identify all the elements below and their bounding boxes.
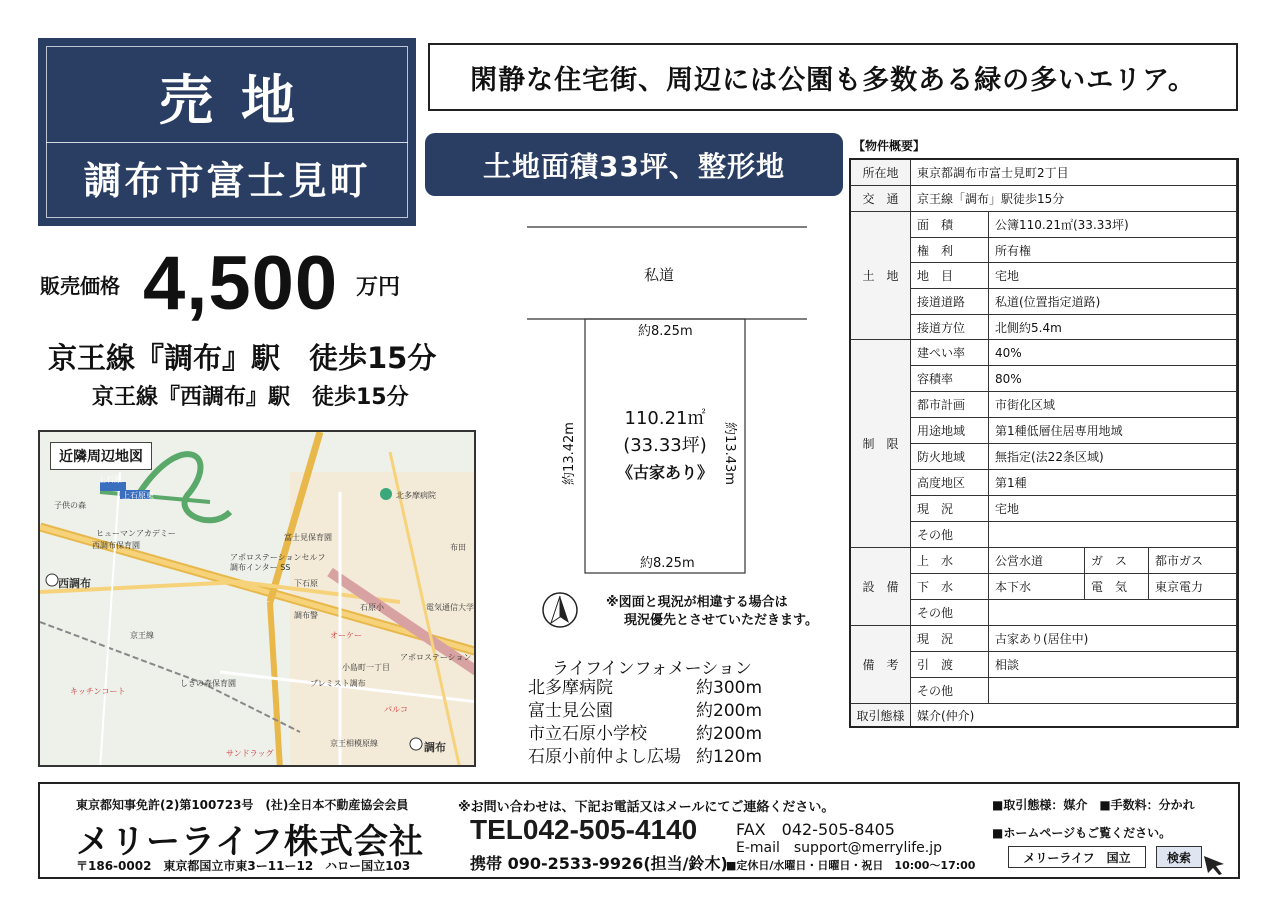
location-title: 調布市富士見町	[83, 159, 371, 203]
row-label: 用途地域	[911, 418, 989, 444]
row-value: 私道(位置指定道路)	[989, 289, 1237, 315]
title-box	[38, 38, 416, 226]
facility-distance: 約120m	[696, 747, 763, 767]
row-value: 宅地	[989, 496, 1237, 522]
row-value	[989, 600, 1237, 626]
row-value: 無指定(法22条区域)	[989, 444, 1237, 470]
price-label: 販売価格	[40, 274, 120, 298]
facility-name: 富士見公園	[528, 701, 613, 721]
price-value: 4,500	[143, 241, 339, 326]
map-place: アポロステーション	[400, 653, 472, 662]
row-label: 容積率	[911, 366, 989, 392]
plot-depth-right: 約13.43m	[721, 422, 737, 485]
row-label: 権 利	[911, 238, 989, 263]
property-table	[849, 158, 1239, 728]
map-place: 西調布	[58, 577, 91, 590]
map-place: 北多摩病院	[396, 491, 436, 500]
facility-label: 設 備	[851, 548, 911, 626]
row-value: 相談	[989, 652, 1237, 678]
row-label: 電 気	[1085, 574, 1149, 600]
transport-label: 交 通	[851, 186, 911, 212]
map-place: 子供の森	[54, 501, 86, 510]
plot-width-top: 約8.25m	[638, 324, 693, 339]
list-item	[528, 723, 778, 746]
map-place: オーケー	[330, 631, 362, 640]
map-place: 小島町一丁目	[342, 663, 390, 672]
area-banner: 土地面積33坪、整形地	[425, 133, 843, 196]
mobile-number[interactable]: 携帯 090-2533-9926(担当/鈴木)	[470, 854, 728, 873]
row-label: 接道道路	[911, 289, 989, 315]
row-label: 下 水	[911, 574, 989, 600]
row-label: その他	[911, 600, 989, 626]
area-m2: 110.21㎡	[624, 408, 706, 429]
map-place: 調布インター SS	[230, 563, 291, 572]
map-place: 京王線	[130, 631, 154, 640]
list-item	[528, 746, 778, 769]
row-value: 都市ガス	[1149, 548, 1237, 574]
row-value: 北側約5.4m	[989, 315, 1237, 340]
facility-name: 石原小前仲よし広場	[528, 747, 681, 767]
business-hours: ■定休日/水曜日・日曜日・祝日 10:00〜17:00	[726, 859, 976, 872]
row-label: 上 水	[911, 548, 989, 574]
access-primary: 京王線『調布』駅 徒歩15分	[48, 341, 437, 375]
row-label: 地 目	[911, 263, 989, 289]
row-label: 都市計画	[911, 392, 989, 418]
company-address: 〒186-0002 東京都国立市東3ー11ー12 ハロー国立103	[76, 859, 411, 873]
row-value: 40%	[989, 340, 1237, 366]
map-place: 上石原東	[122, 491, 154, 500]
row-value: 古家あり(居住中)	[989, 626, 1237, 652]
row-label: 引 渡	[911, 652, 989, 678]
access-secondary: 京王線『西調布』駅 徒歩15分	[92, 385, 409, 410]
map-place: 下石原	[294, 579, 318, 588]
map-place: アポロステーションセルフ	[230, 553, 326, 562]
homepage-note: ■ホームページもご覧ください。	[992, 826, 1172, 840]
row-label: その他	[911, 522, 989, 548]
row-label: 防火地域	[911, 444, 989, 470]
facility-name: 市立石原小学校	[528, 724, 647, 744]
headline: 閑静な住宅街、周辺には公園も多数ある緑の多いエリア。	[428, 43, 1238, 111]
row-value	[989, 522, 1237, 548]
list-item	[528, 677, 778, 700]
row-label: その他	[911, 678, 989, 704]
remarks-label: 備 考	[851, 626, 911, 704]
search-input[interactable]: メリーライフ 国立	[1008, 846, 1146, 868]
land-label: 土 地	[851, 212, 911, 340]
price-unit: 万円	[356, 275, 401, 300]
row-value: 市街化区域	[989, 392, 1237, 418]
area-map	[38, 430, 476, 767]
row-label: 接道方位	[911, 315, 989, 340]
map-place: 上石原	[98, 475, 122, 484]
row-value	[989, 678, 1237, 704]
plot-depth-left: 約13.42m	[561, 422, 577, 485]
row-label: 現 況	[911, 496, 989, 522]
transaction-terms: ■取引態様：媒介 ■手数料：分かれ	[992, 798, 1195, 812]
area-tsubo: (33.33坪)	[623, 435, 707, 456]
location-value: 東京都調布市富士見町2丁目	[911, 160, 1237, 186]
map-place: ヒューマンアカデミー	[96, 529, 176, 538]
company-footer	[38, 782, 1240, 879]
inquiry-note: ※お問い合わせは、下記お電話又はメールにてご連絡ください。	[458, 800, 835, 815]
map-place: 西調布保育園	[92, 541, 140, 550]
lifeline-title: ライフインフォメーション	[552, 659, 752, 679]
facility-distance: 約300m	[696, 678, 763, 698]
map-place: パルコ	[384, 705, 408, 714]
email-address[interactable]: E-mail support@merrylife.jp	[736, 840, 942, 856]
deal-value: 媒介(仲介)	[911, 704, 1237, 726]
lifeline-list	[528, 677, 778, 769]
facility-name: 北多摩病院	[528, 678, 613, 698]
map-place: サンドラッグ	[226, 749, 274, 758]
transport-value: 京王線「調布」駅徒歩15分	[911, 186, 1237, 212]
row-value: 公簿110.21㎡(33.33坪)	[989, 212, 1237, 238]
north-arrow-icon	[543, 593, 577, 627]
restriction-label: 制 限	[851, 340, 911, 548]
plot-width-bottom: 約8.25m	[640, 556, 695, 571]
row-label: 面 積	[911, 212, 989, 238]
row-value: 80%	[989, 366, 1237, 392]
map-place: 布田	[450, 543, 466, 552]
row-label: ガ ス	[1085, 548, 1149, 574]
license-info: 東京都知事免許(2)第100723号 (社)全日本不動産協会会員	[76, 798, 409, 812]
row-label: 現 況	[911, 626, 989, 652]
facility-distance: 約200m	[696, 724, 763, 744]
map-place: ブレミスト調布	[310, 679, 366, 688]
plot-area-info	[590, 405, 740, 486]
map-title: 近隣周辺地図	[50, 442, 152, 470]
row-value: 第1種	[989, 470, 1237, 496]
company-name: メリーライフ株式会社	[76, 822, 424, 862]
map-place: 調布	[424, 741, 446, 754]
disclaimer-line: 現況優先とさせていただきます。	[624, 613, 818, 628]
deal-label: 取引態様	[851, 704, 911, 726]
phone-number[interactable]: TEL042-505-4140	[470, 814, 698, 845]
list-item	[528, 700, 778, 723]
property-summary-title: 【物件概要】	[853, 139, 926, 153]
map-place: 富士見保育園	[284, 533, 332, 542]
search-button[interactable]: 検索	[1156, 846, 1202, 868]
map-place: キッチンコート	[70, 687, 126, 696]
map-place: 電気通信大学	[426, 603, 474, 612]
road-label: 私道	[644, 266, 675, 284]
map-place: 調布警	[294, 611, 318, 620]
row-value: 所有権	[989, 238, 1237, 263]
row-value: 東京電力	[1149, 574, 1237, 600]
row-value: 公営水道	[989, 548, 1085, 574]
map-place: 石原小	[360, 603, 384, 612]
facility-distance: 約200m	[696, 701, 763, 721]
fax-number: FAX 042-505-8405	[736, 820, 895, 839]
plot-disclaimer	[606, 594, 818, 630]
row-label: 建ぺい率	[911, 340, 989, 366]
old-house-note: 《古家あり》	[616, 463, 713, 482]
disclaimer-line: ※図面と現況が相違する場合は	[606, 595, 788, 610]
pointer-cursor-icon	[1202, 854, 1228, 876]
row-value: 本下水	[989, 574, 1085, 600]
row-value: 宅地	[989, 263, 1237, 289]
row-label: 高度地区	[911, 470, 989, 496]
map-place: 京王相模原線	[330, 739, 378, 748]
location-label: 所在地	[851, 160, 911, 186]
map-place: しきの森保育園	[180, 679, 236, 688]
listing-type-title: 売地	[159, 69, 323, 132]
title-divider	[46, 142, 408, 143]
row-value: 第1種低層住居専用地域	[989, 418, 1237, 444]
